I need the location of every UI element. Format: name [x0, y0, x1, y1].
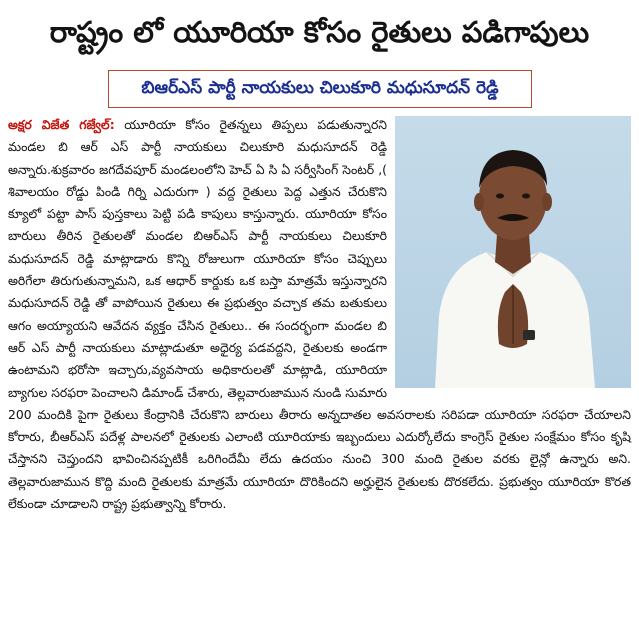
portrait-photo	[395, 116, 631, 388]
headline: రాష్ట్రం లో యూరియా కోసం రైతులు పడిగాపులు	[49, 15, 590, 49]
article-text: యూరియా కోసం రైతన్నలు తిప్పలు పడుతున్నారని మండల బి ఆర్ ఎస్ పార్టీ నాయకులు చిలుకూరి మధుసూదన్ రెడ్డి అన్నారు.శుక్రవారం జగదేవపూర్ మండలంలోని హెచ్ ఏ సి ఏ సర్వీసింగ్ సెంటర్ ,( శివాలయం రోడ్డు పిండి గిర్ని ఎదురుగా ) వద్ద రైతులు పెద్ద ఎత్తున చేరుకొని క్యూలో పట్టా పాస్ పుస్తకాలు పెట్టి పడి కాపులు కాస్తున్నారు. యూరియా కోసం బారులు తీరిన రైతులతో మండల బిఆర్ఎస్ పార్టీ నాయకులు చిలుకూరి మధుసూదన్ రెడ్డి మాట్లాడారు కొన్ని రోజులుగా యూరియా కోసం చెప్పులు అరిగేలా తిరుగుతున్నామని, ఒక ఆధార్ కార్డుకు ఒక బస్తా మాత్రమే ఇస్తున్నారని మధుసూదన్ రెడ్డి తో వాపోయిన రైతులు ఈ ప్రభుత్వం వచ్చాక తమ బతుకులు ఆగం అయ్యాయని ఆవేదన వ్యక్తం చేసిన రైతులు.. ఈ సందర్భంగా మండల బి ఆర్ ఎస్ పార్టీ నాయకులు మాట్లాడుతూ అధైర్య పడవద్దని, రైతులకు అండగా ఉంటామని భరోసా ఇచ్చారు,వ్యవసాయ అధికారులతో మాట్లాడి, యూరియా బ్యాగుల సరఫరా పెంచాలని డిమాండ్ చేశారు, తెల్లవారుజామున నుండి సుమారు 200 మందికి పైగా రైతులు కేంద్రానికి చేరుకొని బారులు తీరారు అన్నదాతల అవసరాలకు సరిపడా యూరియా సరఫరా చేయాలని కోరారు, బీఆర్ఎస్ పదేళ్ల పాలనలో రైతులకు ఎలాంటి యూరియాకు ఇబ్బందులు ఎదుర్కోలేదు కాంగ్రెస్ రైతుల సంక్షేమం కోసం కృషి చేస్తానని చెప్తుందని భావించినప్పటికీ ఒరిగిందేమీ లేదు ఉదయం నుంచి 300 మంది రైతుల వరకు లైన్లో ఉన్నారు అని. తెల్లవారుజామున కొద్ది మంది రైతులకు మాత్రమే యూరియా దొరికిందని అర్హులైన రైతులకు దొరకలేదు. ప్రభుత్వం యూరియా కొరత లేకుండా చూడాలని రాష్ట్ర ప్రభుత్వాన్ని కోరారు.	[8, 117, 631, 512]
article-body	[8, 114, 631, 634]
subheadline-box: బిఆర్ఎస్ పార్టీ నాయకులు చిలుకూరి మధుసూదన్ రెడ్డి	[108, 70, 532, 108]
portrait-illustration	[395, 116, 631, 388]
dateline: అక్షర విజేత గజ్వేల్:	[8, 117, 115, 132]
